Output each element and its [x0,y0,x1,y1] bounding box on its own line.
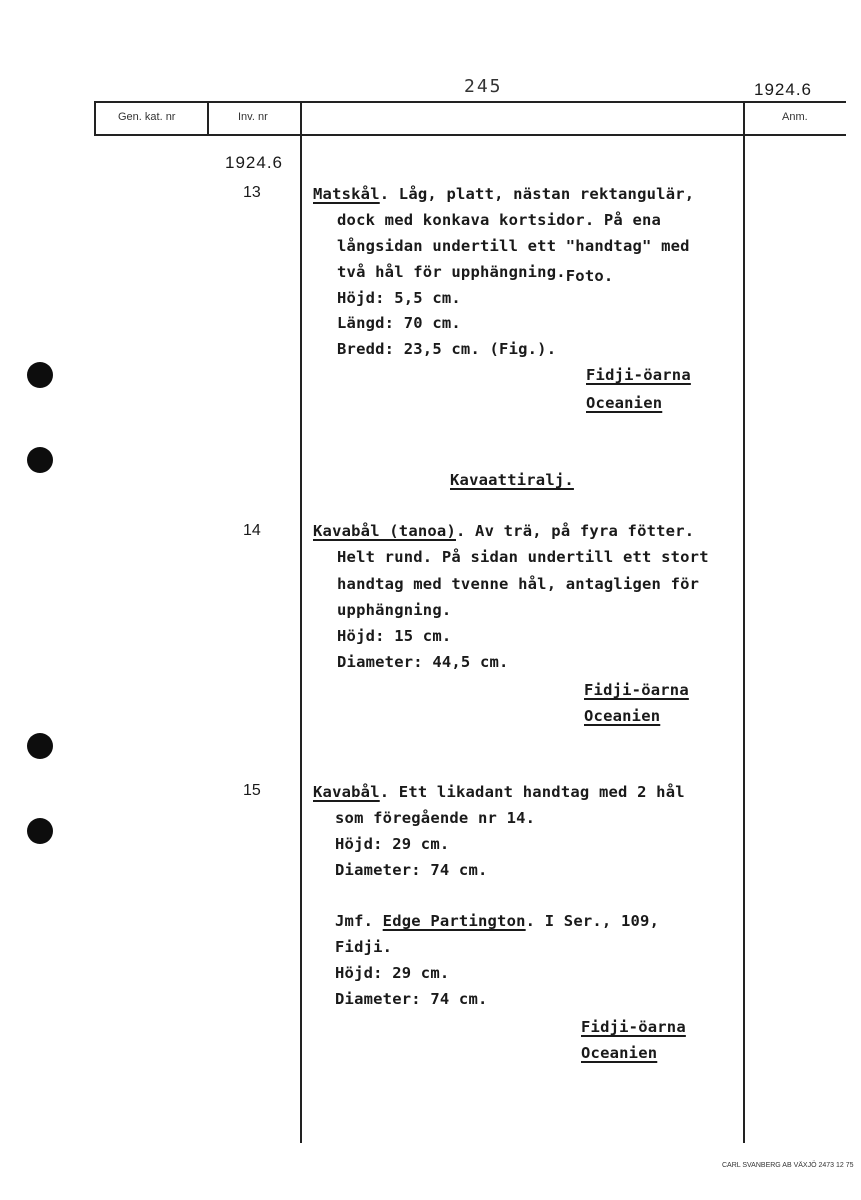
entry-region: Oceanien [584,707,661,725]
inv-number: 13 [243,184,261,201]
page-number: 245 [464,76,503,97]
column-header-gen-kat-nr: Gen. kat. nr [118,111,176,123]
column-divider [94,101,96,135]
reference-prefix: Jmf. [335,912,383,930]
binder-hole [27,362,53,388]
entry-text: Höjd: 29 cm. [335,835,450,853]
entry-title: Kavabål (tanoa) [313,522,456,540]
entry-text: Höjd: 5,5 cm. [337,289,461,307]
header-catalog-number: 1924.6 [754,80,812,99]
entry-place: Fidji-öarna [581,1018,686,1036]
reference-author: Edge Partington [382,912,526,930]
entry-text-line [337,263,614,285]
reference-text: Diameter: 74 cm. [335,990,488,1008]
reference-line [335,912,659,930]
binder-hole [27,447,53,473]
section-heading: Kavaattiralj. [450,471,574,489]
entry-place: Fidji-öarna [584,681,689,699]
column-divider [207,101,209,135]
entry-text: som föregående nr 14. [335,809,536,827]
entry-text: Diameter: 44,5 cm. [337,653,509,671]
entry-text: långsidan undertill ett "handtag" med [337,237,690,255]
entry-place: Fidji-öarna [586,366,691,384]
entry-title-line [313,783,685,801]
entry-title-line [313,185,694,203]
reference-text: Höjd: 29 cm. [335,964,450,982]
entry-text: Bredd: 23,5 cm. (Fig.). [337,340,557,358]
entry-region: Oceanien [586,394,663,412]
entry-text: . Låg, platt, nästan rektangulär, [379,185,695,203]
reference-suffix: . I Ser., 109, [525,912,660,930]
entry-text: Diameter: 74 cm. [335,861,488,879]
entry-text: . Av trä, på fyra fötter. [455,522,695,540]
column-divider [300,101,302,1143]
binder-hole [27,733,53,759]
column-divider [743,101,745,1143]
entry-text: Längd: 70 cm. [337,314,461,332]
column-header-inv-nr: Inv. nr [238,111,268,123]
entry-text: . Ett likadant handtag med 2 hål [379,783,685,801]
entry-text: upphängning. [337,601,452,619]
catalog-year: 1924.6 [225,153,283,172]
entry-text: Höjd: 15 cm. [337,627,452,645]
entry-region: Oceanien [581,1044,658,1062]
entry-text: handtag med tvenne hål, antagligen för [337,575,700,593]
inv-number: 14 [243,522,261,539]
binder-hole [27,818,53,844]
entry-title: Matskål [313,185,380,203]
inv-number: 15 [243,782,261,799]
printer-footer: CARL SVANBERG AB VÄXJÖ 2473 12 75 [722,1162,854,1169]
entry-title-line [313,522,694,540]
entry-title: Kavabål [313,783,380,801]
reference-text: Fidji. [335,938,393,956]
entry-text: Helt rund. På sidan undertill ett stort [337,548,709,566]
entry-text: två hål för upphängning. [337,263,566,281]
entry-text: dock med konkava kortsidor. På ena [337,211,662,229]
photo-note: Foto. [565,267,614,285]
column-header-anm: Anm. [782,111,808,123]
